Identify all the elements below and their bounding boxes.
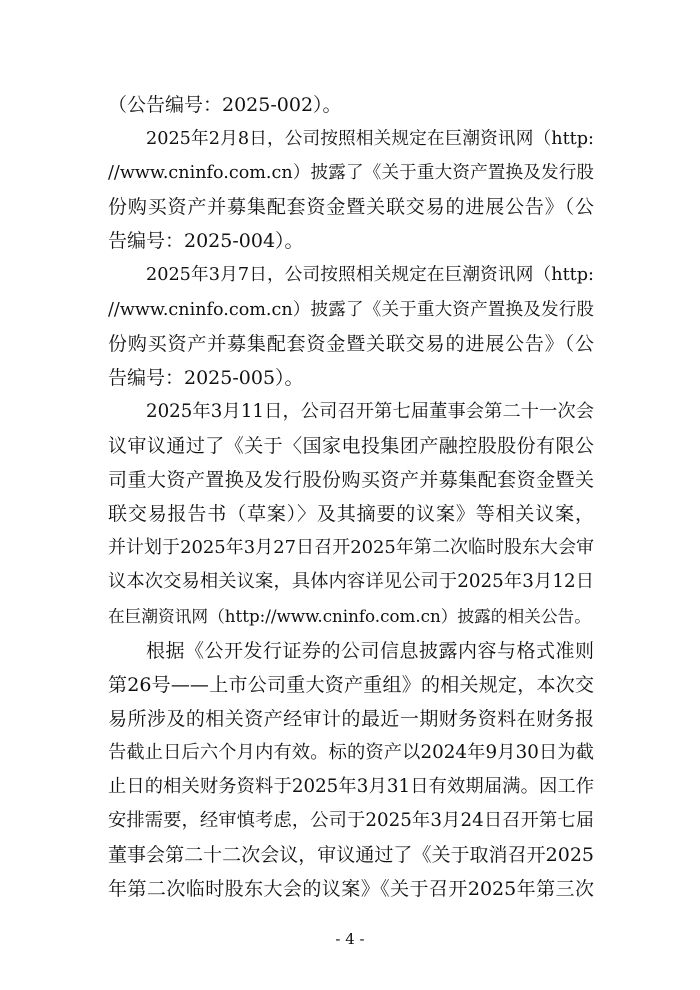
text-line: 2025年2月8日，公司按照相关规定在巨潮资讯网（http:: [146, 129, 594, 150]
text-line: 止日的相关财务资料于2025年3月31日有效期届满。因工作: [108, 775, 594, 797]
text-line: 议本次交易相关议案，具体内容详见公司于2025年3月12日: [108, 571, 594, 593]
text-line: 司重大资产置换及发行股份购买资产并募集配套资金暨关: [108, 469, 594, 492]
text-line: 份购买资产并募集配套资金暨关联交易的进展公告》（公: [108, 332, 594, 355]
text-line: 第26号——上市公司重大资产重组》的相关规定，本次交: [108, 673, 594, 696]
text-line: （公告编号：2025-002）。: [108, 94, 342, 116]
page-number: - 4 -: [335, 930, 365, 948]
text-line: 在巨潮资讯网（http://www.cninfo.com.cn）披露的相关公告。: [108, 606, 591, 627]
text-line: 告截止日后六个月内有效。标的资产以2024年9月30日为截: [108, 741, 594, 763]
text-line: 根据《公开发行证券的公司信息披露内容与格式准则: [146, 639, 594, 662]
text-line: 年第二次临时股东大会的议案》《关于召开2025年第三次: [108, 878, 594, 901]
body-text: [108, 88, 594, 906]
text-line: 告编号：2025-005）。: [108, 366, 304, 389]
text-line: 份购买资产并募集配套资金暨关联交易的进展公告》（公: [108, 196, 594, 219]
text-line: 2025年3月7日，公司按照相关规定在巨潮资讯网（http:: [146, 265, 594, 286]
text-line: 并计划于2025年3月27日召开2025年第二次临时股东大会审: [108, 537, 594, 559]
text-line: 联交易报告书（草案）〉及其摘要的议案》等相关议案，: [108, 503, 594, 526]
text-line: //www.cninfo.com.cn）披露了《关于重大资产置换及发行股: [108, 163, 594, 184]
text-line: 安排需要，经审慎考虑，公司于2025年3月24日召开第七届: [108, 809, 594, 831]
text-line: 议审议通过了《关于〈国家电投集团产融控股股份有限公: [108, 434, 594, 457]
text-line: //www.cninfo.com.cn）披露了《关于重大资产置换及发行股: [108, 299, 594, 320]
text-line: 2025年3月11日，公司召开第七届董事会第二十一次会: [146, 400, 594, 422]
text-line: 告编号：2025-004）。: [108, 230, 304, 253]
text-line: 董事会第二十二次会议，审议通过了《关于取消召开2025: [108, 844, 594, 867]
text-line: 易所涉及的相关资产经审计的最近一期财务资料在财务报: [108, 707, 594, 730]
